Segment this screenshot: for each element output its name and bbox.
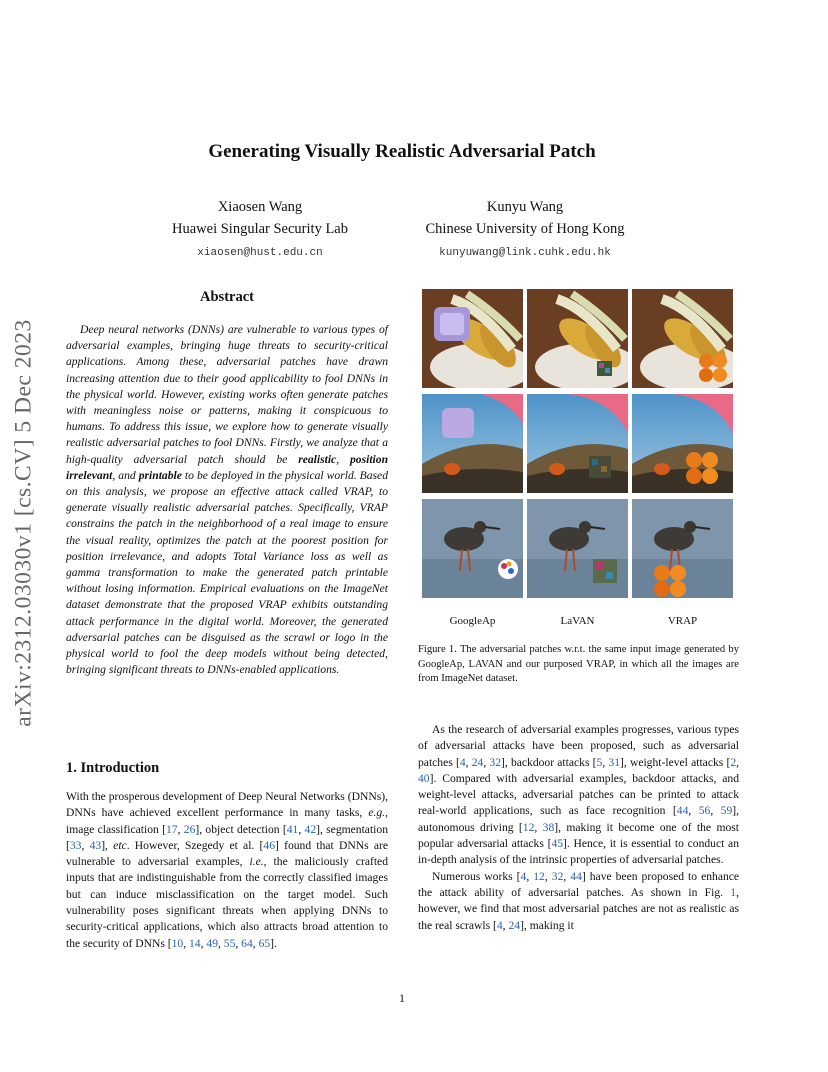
citation-link[interactable]: 44 [676,804,689,818]
figure-caption: Figure 1. The adversarial patches w.r.t. the same input image generated by GoogleAp, LAVAN and our purposed VRAP, in which all the images are from ImageNet dataset. [418,644,739,684]
citation-link[interactable]: 4 [459,755,466,769]
citation-link[interactable]: 46 [263,838,276,852]
citation-link[interactable]: 10 [171,936,184,950]
author-affiliation: Chinese University of Hong Kong [425,221,625,237]
figure-image-bird-googleap [422,499,523,598]
citation-link[interactable]: 17 [165,822,178,836]
citation-link[interactable]: 24 [508,918,521,932]
figure-image-field-googleap [422,394,523,493]
figure-link[interactable]: 1 [730,885,737,899]
citation-link[interactable]: 2 [730,755,737,769]
citation-link[interactable]: 4 [496,918,503,932]
citation-link[interactable]: 49 [206,936,218,950]
citation-link[interactable]: 40 [418,771,430,785]
citation-link[interactable]: 14 [189,936,201,950]
figure-image-corn-lavan [527,289,628,388]
citation-link[interactable]: 26 [183,822,196,836]
citation-link[interactable]: 56 [698,804,711,818]
intro-heading: 1. Introduction [66,760,160,776]
abstract-body: Deep neural networks (DNNs) are vulnerable to various types of adversarial examples, bringing huge threats to security-critical applications. Among these, adversarial patches have drawn increasing attention due to their good applicability to fool DNNs in the physical world. However, existing works often generate patches with meaningless noise or patterns, making it conspicuous to humans. To address this issue, we explore how to generate visually realistic adversarial patches to fool DNNs. Firstly, we analyze that a high-quality adversarial patch should be realistic, position irrelevant, and printable to be deployed in the physical world. Based on this analysis, we propose an effective attack called VRAP, to generate visually realistic adversarial patches. Specifically, VRAP constrains the patch in the neighborhood of a real image to ensure the visual reality, optimizes the patch at the poorest position for position irrelevance, and adopts Total Variance loss as well as gamma transformation to make the generated patch printable without losing information. Empirical evaluations on the ImageNet dataset demonstrate that the proposed VRAP exhibits outstanding attack performance in the digital world. Moreover, the generated adversarial patches can be disguised as the scrawl or logo in the physical world to fool the deep models without being detected, bringing significant threats to DNNs-enabled applications. [66,323,389,677]
figure-label-lavan: LaVAN [560,615,595,627]
citation-link[interactable]: 44 [570,869,582,883]
abstract-heading: Abstract [200,289,254,305]
citation-link[interactable]: 41 [286,822,299,836]
figure-label-vrap: VRAP [667,615,698,627]
author-affiliation: Huawei Singular Security Lab [172,221,348,237]
paper-title: Generating Visually Realistic Adversarial Patch [208,141,596,162]
citation-link[interactable]: 55 [223,936,236,950]
citation-link[interactable]: 38 [542,820,555,834]
figure-image-field-vrap [632,394,733,493]
citation-link[interactable]: 43 [89,838,102,852]
author-email: kunyuwang@link.cuhk.edu.hk [439,247,611,259]
page-number: 1 [399,991,405,1005]
citation-link[interactable]: 33 [69,838,82,852]
author-name: Xiaosen Wang [217,199,303,215]
citation-link[interactable]: 12 [533,869,545,883]
figure-image-bird-lavan [527,499,628,598]
citation-link[interactable]: 32 [489,755,501,769]
citation-link[interactable]: 12 [522,820,535,834]
arxiv-identifier-text: arXiv:2312.03030v1 [cs.CV] 5 Dec 2023 [10,319,37,727]
citation-link[interactable]: 4 [520,869,527,883]
figure-image-bird-vrap [632,499,733,598]
author-block-2 [400,196,650,264]
figure-image-corn-vrap [632,289,733,388]
author-block-1 [150,196,370,264]
citation-link[interactable]: 65 [258,936,271,950]
figure-image-corn-googleap [422,289,523,388]
figure-1-images [422,289,734,595]
citation-link[interactable]: 64 [241,936,253,950]
paragraph: As the research of adversarial examples progresses, various types of adversarial attacks have been proposed, such as adversarial patches [4, 24, 32], backdoor attacks [5, 31], weight-level attacks [2, 40]. Compared with adversarial examples, backdoor attacks, and weight-level attacks, adversarial patches can be printed to attack real-world applications, such as face recognition [44, 56, 59], autonomous driving [12, 38], making it become one of the most popular adversarial attacks [45]. Hence, it is essential to conduct an in-depth analysis of the intrinsic properties of adversarial patches. [418,723,740,867]
citation-link[interactable]: 5 [596,755,603,769]
keyword-printable: printable [138,468,182,482]
citation-link[interactable]: 45 [551,837,564,851]
citation-link[interactable]: 31 [608,755,620,769]
author-name: Kunyu Wang [486,199,564,215]
keyword-position-irrelevant: position irrelevant [66,452,389,482]
right-column-body [418,722,739,934]
keyword-realistic: realistic [298,452,337,466]
citation-link[interactable]: 32 [551,869,564,883]
citation-link[interactable]: 59 [720,804,733,818]
author-email: xiaosen@hust.edu.cn [197,247,323,259]
intro-body: With the prosperous development of Deep Neural Networks (DNNs), DNNs have achieved excellent performance in many tasks, e.g., image classification [17, 26], object detection [41, 42], segmentation [33, 43], etc. However, Szegedy et al. [46] found that DNNs are vulnerable to adversarial examples, i.e., the maliciously crafted inputs that are indistinguishable from the correctly classified images but can induce misclassification on the target model. Such vulnerability poses significant threats when applying DNNs to security-critical applications, which also attracts broad attention to the security of DNNs [10, 14, 49, 55, 64, 65]. [66,790,388,950]
figure-image-field-lavan [527,394,628,493]
paragraph: Numerous works [4, 12, 32, 44] have been proposed to enhance the attack ability of adversarial patches. As shown in Fig. 1, however, we find that most adversarial patches are not as realistic as the real scrawls [4, 24], making it [418,869,740,932]
figure-label-googleap: GoogleAp [449,615,496,627]
citation-link[interactable]: 24 [471,755,484,769]
citation-link[interactable]: 42 [304,822,317,836]
